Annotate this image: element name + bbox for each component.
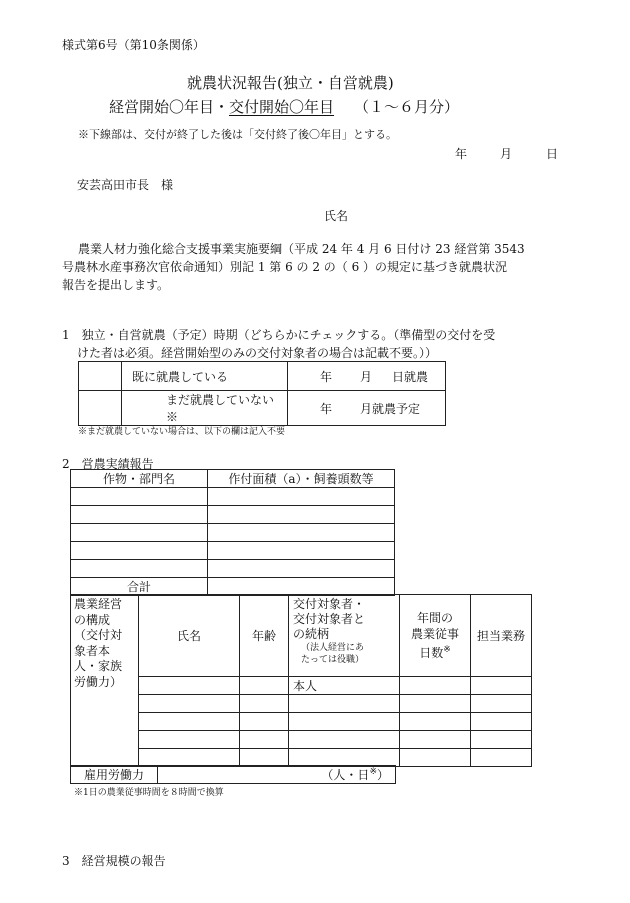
member-age-cell[interactable] (240, 677, 289, 695)
member-duty-header: 担当業務 (471, 595, 532, 677)
subtitle-period: （１～６月分） (354, 98, 460, 116)
hired-labor-cell[interactable]: （人・日※） (158, 766, 396, 784)
hired-labor-note: ※1日の農業従事時間を８時間で換算 (74, 788, 224, 798)
page-subtitle (109, 96, 459, 117)
date-month: 月 (500, 147, 513, 161)
area-header: 作付面積（a）・飼養頭数等 (208, 470, 395, 488)
member-age-header: 年齢 (240, 595, 289, 677)
member-duty-cell[interactable] (471, 731, 532, 749)
member-duty-cell[interactable] (471, 713, 532, 731)
hired-labor-label: 雇用労働力 (71, 766, 158, 784)
checkbox-already-farming[interactable] (79, 362, 122, 391)
body-text-2: 号農林水産事務次官依命通知）別記 1 第 6 の 2 の（ 6 ）の規定に基づき就農状況 (62, 260, 508, 274)
crop-cell[interactable] (71, 542, 208, 560)
section2-heading: 2 営農実績報告 (62, 457, 154, 471)
area-cell[interactable] (208, 560, 395, 578)
member-days-cell[interactable] (400, 713, 471, 731)
section3-heading: 3 経営規模の報告 (62, 854, 166, 868)
crop-cell[interactable] (71, 506, 208, 524)
member-name-cell[interactable] (139, 695, 240, 713)
hired-labor-table (70, 765, 396, 784)
body-text-1: 農業人材力強化総合支援事業実施要綱（平成 24 年 4 月 6 日付け 23 経営第 3543 (78, 242, 525, 256)
member-relation-cell[interactable] (289, 749, 400, 767)
member-age-cell[interactable] (240, 713, 289, 731)
member-days-cell[interactable] (400, 677, 471, 695)
date-year: 年 (455, 147, 468, 161)
member-duty-cell[interactable] (471, 677, 532, 695)
section1-heading-cont: けた者は必須。経営開始型のみの交付対象者の場合は記載不要。）） (77, 346, 438, 360)
crop-table (70, 469, 395, 596)
member-age-cell[interactable] (240, 695, 289, 713)
member-relation-cell[interactable] (289, 713, 400, 731)
form-number: 様式第6号（第10条関係） (62, 38, 205, 52)
already-farming-date[interactable]: 年 月 日就農 (288, 362, 446, 391)
member-age-cell[interactable] (240, 749, 289, 767)
member-name-cell[interactable] (139, 749, 240, 767)
planned-farming-date[interactable]: 年 月就農予定 (288, 391, 446, 426)
member-label: 農業経営 の構成 （交付対 象者本 人・家族 労働力） (71, 595, 139, 767)
total-cell[interactable] (208, 578, 395, 596)
subtitle-grant-year: 交付開始〇年目 (229, 98, 335, 116)
already-farming-label: 既に就農している (122, 362, 288, 391)
member-age-cell[interactable] (240, 731, 289, 749)
underline-note: ※下線部は、交付が終了した後は「交付終了後〇年目」とする。 (78, 128, 397, 141)
member-duty-cell[interactable] (471, 695, 532, 713)
total-label: 合計 (71, 578, 208, 596)
area-cell[interactable] (208, 488, 395, 506)
date-day: 日 (546, 147, 559, 161)
page-title: 就農状況報告(独立・自営就農) (187, 74, 394, 92)
member-days-cell[interactable] (400, 695, 471, 713)
member-self-label: 本人 (289, 677, 400, 695)
member-name-header: 氏名 (139, 595, 240, 677)
area-cell[interactable] (208, 506, 395, 524)
name-label: 氏名 (324, 209, 349, 223)
member-name-cell[interactable] (139, 677, 240, 695)
member-relation-cell[interactable] (289, 731, 400, 749)
subtitle-management-year: 経営開始〇年目・ (109, 98, 230, 116)
member-relation-header: 交付対象者・ 交付対象者と の続柄 （法人経営にあ たっては役職） (289, 595, 400, 677)
member-relation-cell[interactable] (289, 695, 400, 713)
member-days-header: 年間の 農業従事 日数※ (400, 595, 471, 677)
crop-cell[interactable] (71, 488, 208, 506)
crop-header: 作物・部門名 (71, 470, 208, 488)
addressee: 安芸高田市長 様 (77, 178, 174, 192)
not-yet-farming-label: まだ就農していない ※ (122, 391, 288, 426)
body-text-3: 報告を提出します。 (62, 278, 170, 292)
member-days-cell[interactable] (400, 731, 471, 749)
member-days-cell[interactable] (400, 749, 471, 767)
area-cell[interactable] (208, 524, 395, 542)
crop-cell[interactable] (71, 560, 208, 578)
area-cell[interactable] (208, 542, 395, 560)
farming-start-table (78, 361, 446, 426)
member-duty-cell[interactable] (471, 749, 532, 767)
members-table (70, 594, 532, 767)
member-name-cell[interactable] (139, 731, 240, 749)
crop-cell[interactable] (71, 524, 208, 542)
checkbox-not-yet-farming[interactable] (79, 391, 122, 426)
section1-heading: 1 独立・自営就農（予定）時期（どちらかにチェックする。（準備型の交付を受 (62, 328, 496, 342)
section1-note: ※まだ就農していない場合は、以下の欄は記入不要 (78, 427, 286, 437)
member-name-cell[interactable] (139, 713, 240, 731)
